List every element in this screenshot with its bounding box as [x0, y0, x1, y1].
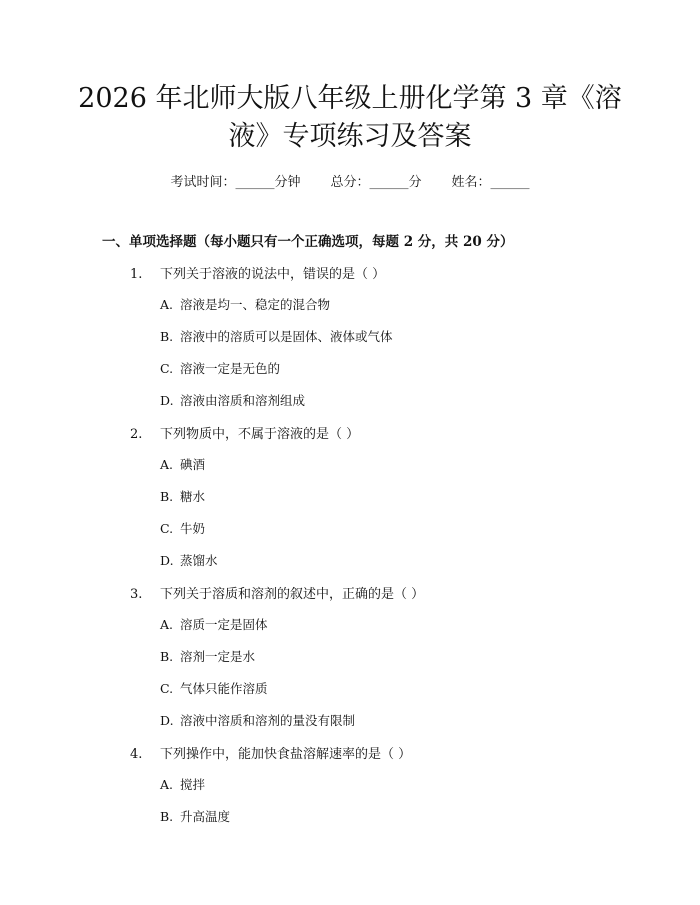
- question-text: 下列操作中，能加快食盐溶解速率的是（ ）: [160, 747, 412, 762]
- option-letter: B.: [160, 649, 174, 664]
- option-letter: D.: [160, 393, 174, 408]
- option-text: 溶液是均一、稳定的混合物: [180, 297, 331, 312]
- option-letter: D.: [160, 553, 174, 568]
- option-text: 升高温度: [180, 809, 231, 824]
- option-1b: [160, 327, 393, 345]
- option-1d: [160, 391, 305, 409]
- section-heading: 一、单项选择题（每小题只有一个正确选项，每题 2 分，共 20 分）: [102, 234, 514, 250]
- option-text: 蒸馏水: [180, 553, 218, 568]
- option-text: 溶液一定是无色的: [180, 361, 281, 376]
- option-letter: A.: [160, 457, 174, 472]
- option-text: 搅拌: [180, 777, 206, 792]
- question-2: [130, 423, 359, 442]
- option-text: 溶液中的溶质可以是固体、液体或气体: [180, 329, 393, 344]
- option-text: 碘酒: [180, 457, 206, 472]
- question-number: 1.: [130, 267, 143, 282]
- option-4b: [160, 807, 230, 825]
- option-letter: A.: [160, 617, 174, 632]
- question-text: 下列物质中，不属于溶液的是（ ）: [160, 427, 360, 442]
- question-number: 2.: [130, 427, 143, 442]
- option-2b: [160, 487, 205, 505]
- exam-time-field: 考试时间：______分钟: [170, 175, 301, 190]
- option-text: 气体只能作溶质: [180, 681, 268, 696]
- student-name-field: 姓名：______: [451, 175, 530, 190]
- option-letter: B.: [160, 329, 174, 344]
- option-3d: [160, 711, 355, 729]
- option-letter: A.: [160, 297, 174, 312]
- option-text: 牛奶: [180, 521, 206, 536]
- option-1c: [160, 359, 280, 377]
- option-letter: C.: [160, 521, 174, 536]
- question-number: 4.: [130, 747, 143, 762]
- option-3b: [160, 647, 255, 665]
- option-letter: B.: [160, 809, 174, 824]
- option-2d: [160, 551, 218, 569]
- question-3: [130, 583, 424, 602]
- option-3c: [160, 679, 268, 697]
- option-1a: [160, 295, 330, 313]
- option-text: 糖水: [180, 489, 206, 504]
- option-2a: [160, 455, 205, 473]
- total-score-field: 总分：______分: [330, 175, 422, 190]
- option-2c: [160, 519, 205, 537]
- exam-meta: [0, 171, 700, 190]
- option-text: 溶液中溶质和溶剂的量没有限制: [180, 713, 356, 728]
- page-title-line-2: 液》专项练习及答案: [228, 121, 472, 152]
- option-text: 溶液由溶质和溶剂组成: [180, 393, 306, 408]
- page-title-line-1: 2026 年北师大版八年级上册化学第 3 章《溶: [78, 83, 622, 114]
- option-letter: D.: [160, 713, 174, 728]
- question-4: [130, 743, 411, 762]
- option-letter: B.: [160, 489, 174, 504]
- question-text: 下列关于溶质和溶剂的叙述中，正确的是（ ）: [160, 587, 425, 602]
- option-letter: A.: [160, 777, 174, 792]
- question-text: 下列关于溶液的说法中，错误的是（ ）: [160, 267, 386, 282]
- option-text: 溶质一定是固体: [180, 617, 268, 632]
- question-1: [130, 263, 385, 282]
- option-letter: C.: [160, 681, 174, 696]
- option-text: 溶剂一定是水: [180, 649, 256, 664]
- option-letter: C.: [160, 361, 174, 376]
- option-4a: [160, 775, 205, 793]
- option-3a: [160, 615, 268, 633]
- question-number: 3.: [130, 587, 143, 602]
